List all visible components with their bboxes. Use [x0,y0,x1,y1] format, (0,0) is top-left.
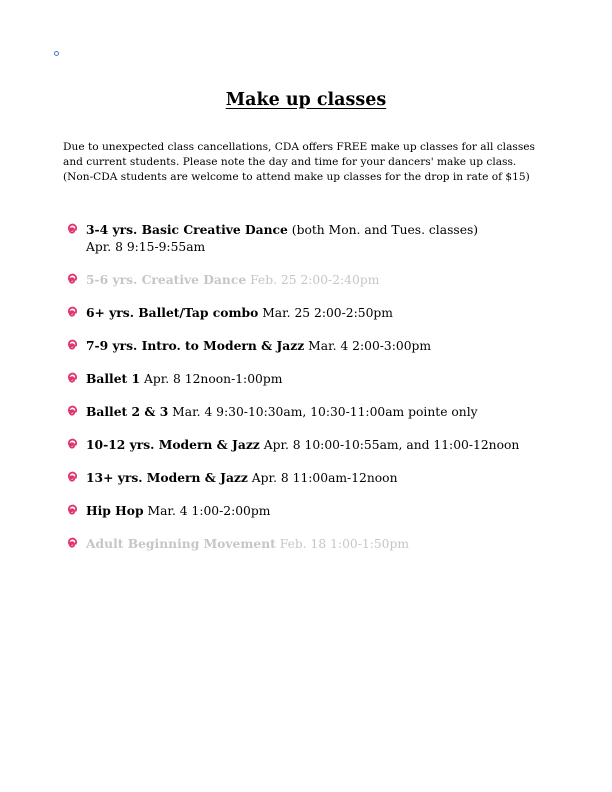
class-name: 3-4 yrs. Basic Creative Dance [86,222,288,237]
class-list [66,221,566,568]
swirl-bullet-icon [66,339,78,351]
swirl-bullet-icon [66,223,78,235]
class-item-adult-beginning [66,535,566,568]
swirl-bullet-icon [66,504,78,516]
class-item-hip-hop [66,502,566,535]
swirl-bullet-icon [66,306,78,318]
class-item-10-12-modern-jazz [66,436,566,469]
swirl-bullet-icon [66,438,78,450]
class-item-3-4-creative [66,221,566,271]
class-item-ballet-1 [66,370,566,403]
swirl-bullet-icon [66,273,78,285]
class-detail: Apr. 8 10:00-10:55am, and 11:00-12noon [259,438,520,452]
class-item-5-6-creative [66,271,566,304]
class-item-13-plus-modern-jazz [66,469,566,502]
class-item-7-9-modern-jazz [66,337,566,370]
class-item-ballet-tap [66,304,566,337]
class-name: Ballet 1 [86,371,141,386]
class-name: Hip Hop [86,503,144,518]
class-item-ballet-2-3 [66,403,566,436]
swirl-bullet-icon [66,405,78,417]
swirl-bullet-icon [66,471,78,483]
class-detail: Feb. 18 1:00-1:50pm [275,537,410,551]
class-detail-line2: Apr. 8 9:15-9:55am [86,240,206,254]
class-detail: Mar. 4 2:00-3:00pm [304,339,432,353]
class-detail: Apr. 8 11:00am-12noon [247,471,398,485]
corner-marker [54,51,59,56]
class-name: 13+ yrs. Modern & Jazz [86,470,248,485]
class-detail: Apr. 8 12noon-1:00pm [140,372,283,386]
class-name: Ballet 2 & 3 [86,404,169,419]
class-detail: (both Mon. and Tues. classes) [287,223,479,237]
class-name: Adult Beginning Movement [86,536,276,551]
page-title: Make up classes [225,90,387,110]
class-detail: Mar. 25 2:00-2:50pm [258,306,393,320]
class-detail: Mar. 4 9:30-10:30am, 10:30-11:00am pointe only [168,405,478,419]
swirl-bullet-icon [66,537,78,549]
class-detail: Feb. 25 2:00-2:40pm [246,273,380,287]
intro-paragraph: Due to unexpected class cancellations, CDA offers FREE make up classes for all classes and current students. Please note the day and time for your dancers' make up class. (Non-CDA students are welcome to attend make up classes for the drop in rate of $15) [63,141,535,183]
class-name: 7-9 yrs. Intro. to Modern & Jazz [86,338,305,353]
swirl-bullet-icon [66,372,78,384]
class-name: 10-12 yrs. Modern & Jazz [86,437,260,452]
class-detail: Mar. 4 1:00-2:00pm [143,504,271,518]
class-name: 5-6 yrs. Creative Dance [86,272,247,287]
class-name: 6+ yrs. Ballet/Tap combo [86,305,259,320]
